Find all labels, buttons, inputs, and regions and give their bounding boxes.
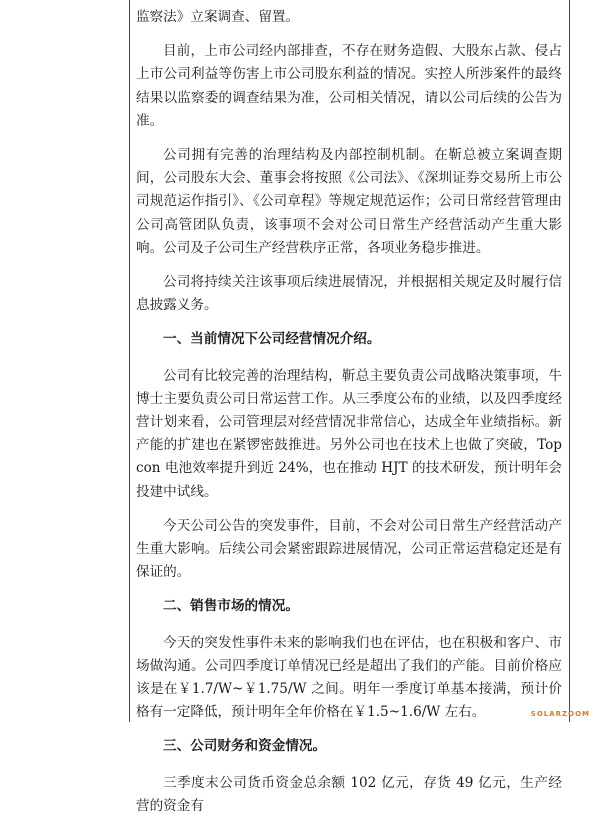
watermark-logo: SOLARZOOM [530,710,590,718]
body-paragraph: 三季度末公司货币资金总余额 102 亿元，存货 49 亿元，生产经营的资金有 [136,774,562,814]
body-paragraph: 公司将持续关注该事项后续进展情况，并根据相关规定及时履行信息披露义务。 [136,274,562,314]
section-heading: 一、当前情况下公司经营情况介绍。 [163,331,381,348]
section-heading: 二、销售市场的情况。 [163,598,299,615]
section-heading: 三、公司财务和资金情况。 [163,738,327,755]
body-paragraph: 今天公司公告的突发事件，目前，不会对公司日常生产经营活动产生重大影响。后续公司会紧密跟踪进展情况，公司正常运营稳定还是有保证的。 [136,517,562,581]
body-paragraph: 公司拥有完善的治理结构及内部控制机制。在靳总被立案调查期间，公司股东大会、董事会将按照《公司法》、《深圳证券交易所上市公司规范运作指引》、《公司章程》等规定规范运作；公司日常经营管理由公司高管团队负责，该事项不会对公司日常生产经营活动产生重大影响。公司及子公司生产经营秩序正常，各项业务稳步推进。 [136,147,562,256]
body-paragraph: 公司有比较完善的治理结构，靳总主要负责公司战略决策事项，牛博士主要负责公司日常运营工作。从三季度公布的业绩，以及四季度经营计划来看，公司管理层对经营情况非常信心，达成全年业绩指标。新产能的扩建也在紧锣密鼓推进。另外公司也在技术上也做了突破，Topcon 电池效率提升到近 24%，也在推动 HJT 的技术研发，预计明年会投建中试线。 [136,367,562,500]
body-paragraph: 目前，上市公司经内部排查，不存在财务造假、大股东占款、侵占上市公司利益等伤害上市公司股东利益的情况。实控人所涉案件的最终结果以监察委的调查结果为准，公司相关情况，请以公司后续的公告为准。 [136,43,562,129]
body-paragraph: 今天的突发性事件未来的影响我们也在评估，也在积极和客户、市场做沟通。公司四季度订单情况已经是超出了我们的产能。目前价格应该是在￥1.7/W~￥1.75/W 之间。明年一季度订单基本接满，预计价格有一定降低，预计明年全年价格在￥1.5~1.6/W 左右。 [136,634,562,721]
body-paragraph: 监察法》立案调查、留置。 [136,9,300,25]
document-body [136,6,562,829]
